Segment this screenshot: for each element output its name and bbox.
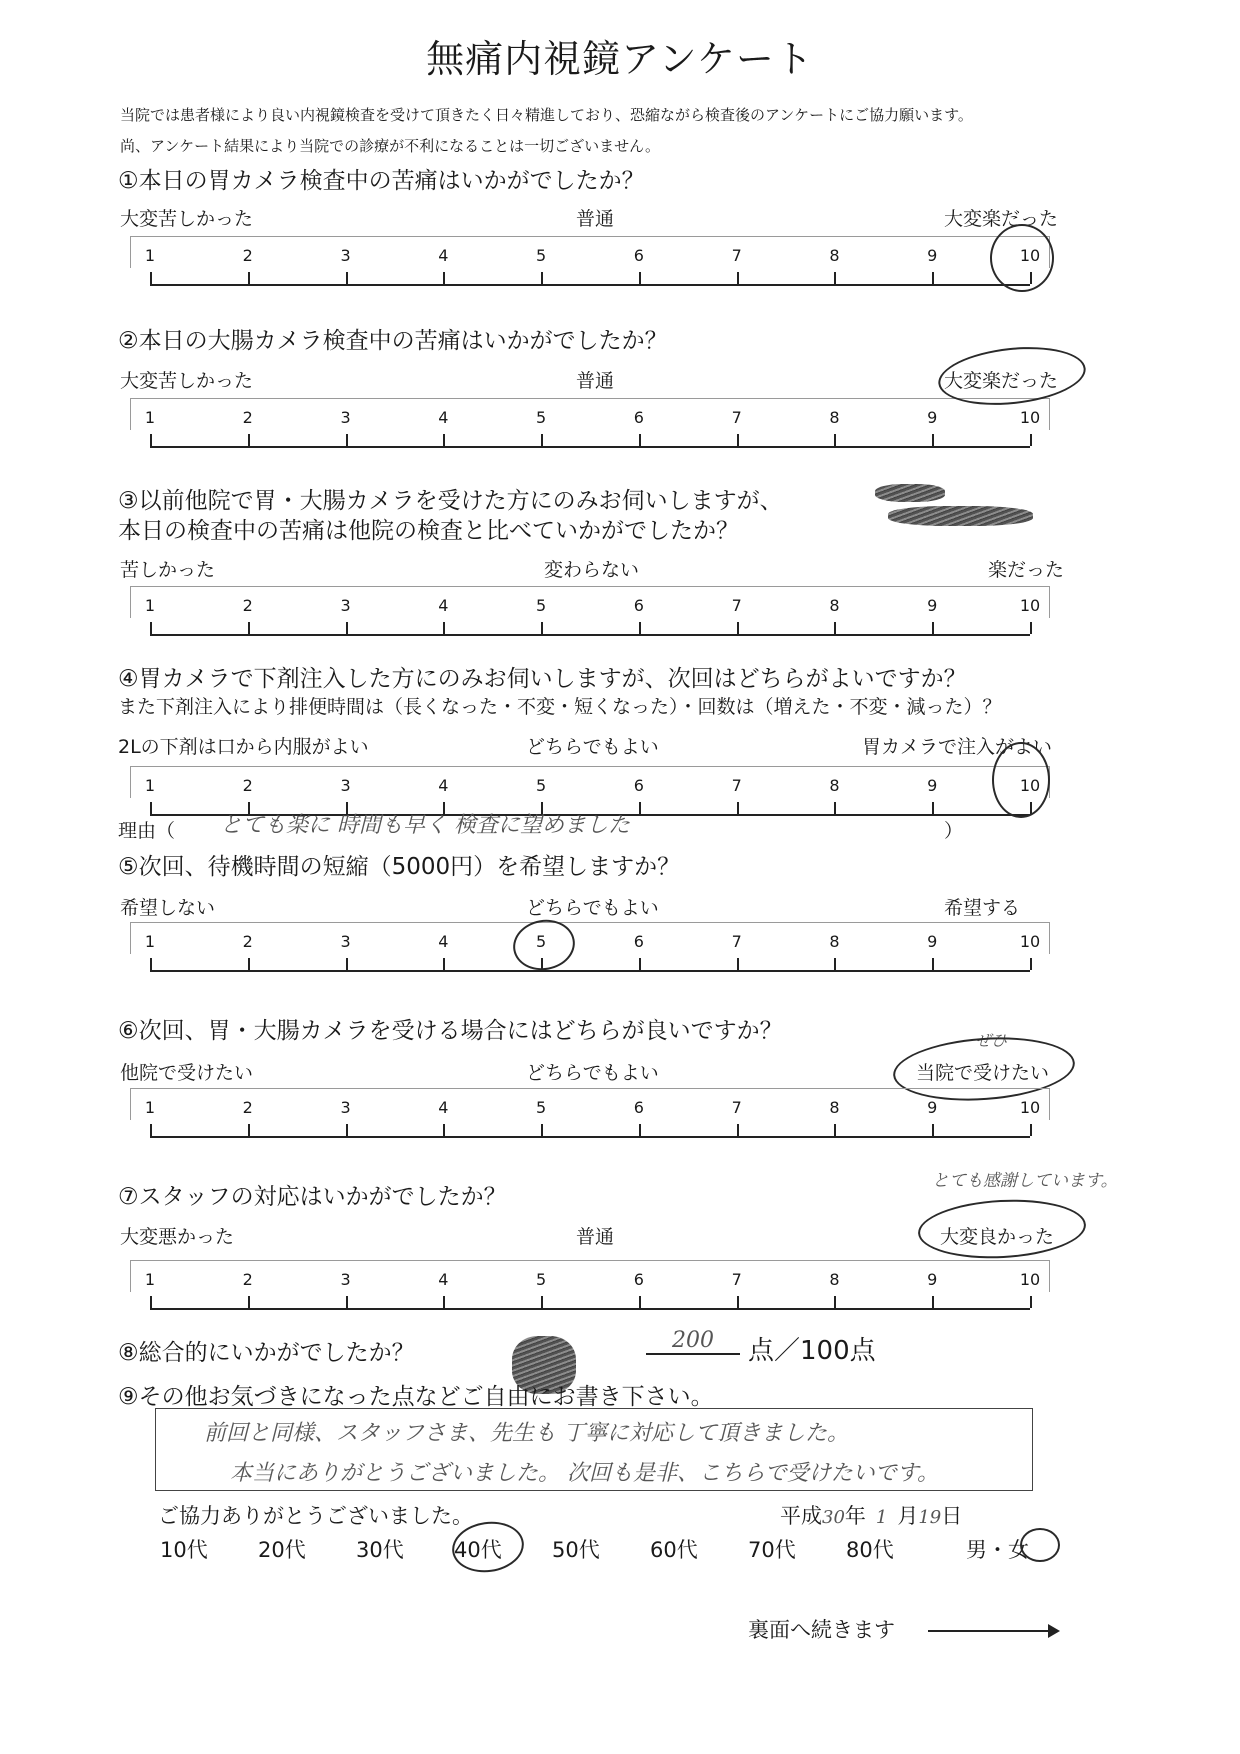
scale-tick xyxy=(443,622,445,634)
scale-number-7[interactable]: 7 xyxy=(731,1270,742,1289)
scale-tick xyxy=(639,1296,641,1308)
scale-number-1[interactable]: 1 xyxy=(144,596,156,615)
scale-tick xyxy=(737,1296,739,1308)
q8-question: ⑧総合的にいかがでしたか？ xyxy=(118,1340,415,1366)
q3-question-line-2: 本日の検査中の苦痛は他院の検査と比べていかがでしたか？ xyxy=(118,518,739,544)
q1-label-left: 大変苦しかった xyxy=(120,208,254,230)
scale-frame xyxy=(130,1260,1050,1292)
thanks-message: ご協力ありがとうございました。 xyxy=(158,1504,473,1528)
date-year: 30 xyxy=(822,1507,845,1528)
q4-reason-text[interactable]: とても楽に 時間も早く 検査に望めました xyxy=(220,813,630,838)
scale-number-7[interactable]: 7 xyxy=(731,932,742,951)
scale-tick xyxy=(248,958,250,970)
scale-number-1[interactable]: 1 xyxy=(144,776,156,795)
q4-label-right: 胃カメラで注入がよい xyxy=(862,736,1053,758)
q7-label-left: 大変悪かった xyxy=(120,1226,235,1248)
scale-number-4[interactable]: 4 xyxy=(438,408,449,427)
q2-scale[interactable] xyxy=(130,398,1050,450)
scale-frame xyxy=(130,398,1050,430)
q4-question-line-2: また下剤注入により排便時間は（長くなった・不変・短くなった）・回数は（増えた・不変・減った）？ xyxy=(118,696,1002,718)
arrow-head-icon xyxy=(1048,1624,1060,1638)
q1-label-right: 大変楽だった xyxy=(944,208,1059,230)
scale-number-10[interactable]: 10 xyxy=(1019,408,1041,427)
scribble-mark xyxy=(888,506,1033,526)
scale-number-6[interactable]: 6 xyxy=(633,1270,644,1289)
scale-tick xyxy=(932,1124,934,1136)
age-option-20代[interactable]: 20代 xyxy=(258,1538,306,1562)
scale-baseline xyxy=(150,1308,1030,1310)
scale-number-5[interactable]: 5 xyxy=(536,932,547,951)
scale-number-6[interactable]: 6 xyxy=(633,1098,644,1117)
scale-tick xyxy=(737,272,739,284)
age-option-40代[interactable]: 40代 xyxy=(454,1538,502,1562)
q7-question: ⑦スタッフの対応はいかがでしたか？ xyxy=(118,1184,507,1210)
scale-number-6[interactable]: 6 xyxy=(633,408,644,427)
scale-tick xyxy=(150,1296,152,1308)
scale-baseline xyxy=(150,446,1030,448)
scale-number-9[interactable]: 9 xyxy=(927,1098,938,1117)
q1-scale[interactable] xyxy=(130,236,1050,288)
scale-number-4[interactable]: 4 xyxy=(438,932,449,951)
scale-number-1[interactable]: 1 xyxy=(144,1270,156,1289)
scale-number-4[interactable]: 4 xyxy=(438,1270,449,1289)
scale-number-9[interactable]: 9 xyxy=(927,408,938,427)
q4-label-left: 2Lの下剤は口から内服がよい xyxy=(118,736,369,758)
scale-number-8[interactable]: 8 xyxy=(829,246,840,265)
scale-number-2[interactable]: 2 xyxy=(242,246,253,265)
q9-text-line-2: 本当にありがとうございました。 次回も是非、こちらで受けたいです。 xyxy=(230,1461,940,1486)
scale-tick xyxy=(834,958,836,970)
scale-number-8[interactable]: 8 xyxy=(829,1270,840,1289)
page-title: 無痛内視鏡アンケート xyxy=(426,37,814,81)
scale-tick xyxy=(737,434,739,446)
q4-label-middle: どちらでもよい xyxy=(526,736,659,758)
date-field[interactable] xyxy=(780,1500,962,1530)
scale-tick xyxy=(639,272,641,284)
scale-tick xyxy=(737,622,739,634)
q5-scale[interactable] xyxy=(130,922,1050,974)
scale-number-8[interactable]: 8 xyxy=(829,408,840,427)
scale-number-5[interactable]: 5 xyxy=(536,1270,547,1289)
scale-tick xyxy=(639,622,641,634)
scale-number-10[interactable]: 10 xyxy=(1019,596,1041,615)
date-era: 平成 xyxy=(780,1504,822,1528)
scale-tick xyxy=(1030,958,1032,970)
scale-tick xyxy=(443,434,445,446)
scale-tick xyxy=(443,1124,445,1136)
scale-number-5[interactable]: 5 xyxy=(536,246,547,265)
scale-number-4[interactable]: 4 xyxy=(438,1098,449,1117)
scale-number-2[interactable]: 2 xyxy=(242,408,253,427)
scale-number-5[interactable]: 5 xyxy=(536,1098,547,1117)
scale-number-1[interactable]: 1 xyxy=(144,246,156,265)
scale-number-9[interactable]: 9 xyxy=(927,776,938,795)
q5-label-left: 希望しない xyxy=(120,897,216,919)
scale-frame xyxy=(130,766,1050,798)
scale-number-5[interactable]: 5 xyxy=(536,408,547,427)
q3-label-middle: 変わらない xyxy=(544,559,640,581)
q3-label-left: 苦しかった xyxy=(120,559,216,581)
scale-tick xyxy=(346,958,348,970)
scale-number-10[interactable]: 10 xyxy=(1019,932,1041,951)
q2-label-left: 大変苦しかった xyxy=(120,370,254,392)
q5-label-right: 希望する xyxy=(944,897,1021,919)
date-day-unit: 日 xyxy=(941,1504,963,1528)
scale-number-7[interactable]: 7 xyxy=(731,408,742,427)
scale-tick xyxy=(346,272,348,284)
scale-tick xyxy=(932,802,934,814)
scale-tick xyxy=(737,1124,739,1136)
scale-tick xyxy=(932,958,934,970)
scale-frame xyxy=(130,1088,1050,1120)
scale-number-2[interactable]: 2 xyxy=(242,932,253,951)
scale-tick xyxy=(932,1296,934,1308)
scale-number-8[interactable]: 8 xyxy=(829,776,840,795)
scale-tick xyxy=(150,434,152,446)
scale-baseline xyxy=(150,1136,1030,1138)
q2-label-middle: 普通 xyxy=(576,370,615,392)
gender-separator: ・ xyxy=(987,1538,1008,1562)
q3-question-line-1: ③以前他院で胃・大腸カメラを受けた方にのみお伺いしますが、 xyxy=(118,488,783,514)
q4-question-line-1: ④胃カメラで下剤注入した方にのみお伺いしますが、次回はどちらがよいですか？ xyxy=(118,666,967,692)
scale-tick xyxy=(346,1296,348,1308)
scale-tick xyxy=(932,622,934,634)
arrow-right-icon xyxy=(928,1630,1050,1632)
gender-male[interactable]: 男 xyxy=(966,1538,987,1562)
scale-number-8[interactable]: 8 xyxy=(829,1098,840,1117)
q4-reason-close: ） xyxy=(944,820,964,842)
scale-tick xyxy=(1030,622,1032,634)
date-year-unit: 年 xyxy=(844,1504,866,1528)
scale-tick xyxy=(150,802,152,814)
scale-tick xyxy=(346,434,348,446)
q9-question: ⑨その他お気づきになった点などご自由にお書き下さい。 xyxy=(118,1384,714,1410)
scale-number-2[interactable]: 2 xyxy=(242,1270,253,1289)
date-month-unit: 月 xyxy=(897,1504,919,1528)
scale-number-6[interactable]: 6 xyxy=(633,776,644,795)
scale-tick xyxy=(248,434,250,446)
q6-label-middle: どちらでもよい xyxy=(526,1062,659,1084)
date-day: 19 xyxy=(918,1507,942,1528)
scale-tick xyxy=(1030,1124,1032,1136)
scale-number-10[interactable]: 10 xyxy=(1019,1270,1041,1289)
q8-score-suffix: 点／100点 xyxy=(748,1336,876,1366)
scale-number-4[interactable]: 4 xyxy=(438,246,449,265)
scale-tick xyxy=(248,622,250,634)
q7-note: とても感謝しています。 xyxy=(932,1171,1118,1191)
q6-label-left: 他院で受けたい xyxy=(120,1062,254,1084)
scale-frame xyxy=(130,586,1050,618)
scale-tick xyxy=(541,1296,543,1308)
q7-label-right: 大変良かった xyxy=(940,1226,1055,1248)
q1-label-middle: 普通 xyxy=(576,208,615,230)
age-option-60代[interactable]: 60代 xyxy=(650,1538,698,1562)
scale-number-8[interactable]: 8 xyxy=(829,596,840,615)
q6-label-right: 当院で受けたい xyxy=(916,1062,1050,1084)
scale-tick xyxy=(150,958,152,970)
scale-number-3[interactable]: 3 xyxy=(340,776,351,795)
scale-number-4[interactable]: 4 xyxy=(438,596,449,615)
q4-reason-label: 理由（ xyxy=(118,820,176,842)
scale-tick xyxy=(639,434,641,446)
scale-tick xyxy=(932,434,934,446)
scale-tick xyxy=(541,272,543,284)
scale-number-5[interactable]: 5 xyxy=(536,596,547,615)
scale-tick xyxy=(443,958,445,970)
scale-number-6[interactable]: 6 xyxy=(633,246,644,265)
scale-number-1[interactable]: 1 xyxy=(144,932,156,951)
scale-tick xyxy=(541,1124,543,1136)
scale-number-7[interactable]: 7 xyxy=(731,246,742,265)
scale-frame xyxy=(130,236,1050,268)
scale-number-9[interactable]: 9 xyxy=(927,932,938,951)
scale-tick xyxy=(1030,1296,1032,1308)
scale-number-10[interactable]: 10 xyxy=(1019,246,1041,265)
scale-tick xyxy=(443,272,445,284)
scale-number-5[interactable]: 5 xyxy=(536,776,547,795)
gender-selected-circle xyxy=(1020,1528,1060,1562)
age-option-50代[interactable]: 50代 xyxy=(552,1538,600,1562)
scale-tick xyxy=(248,1124,250,1136)
scale-number-9[interactable]: 9 xyxy=(927,246,938,265)
scale-number-7[interactable]: 7 xyxy=(731,776,742,795)
q5-label-middle: どちらでもよい xyxy=(526,897,659,919)
gender-options xyxy=(966,1534,1029,1564)
q3-scale[interactable] xyxy=(130,586,1050,638)
scale-number-7[interactable]: 7 xyxy=(731,1098,742,1117)
scale-frame xyxy=(130,922,1050,954)
scale-tick xyxy=(248,1296,250,1308)
date-month: 1 xyxy=(875,1507,888,1528)
intro-line-1: 当院では患者様により良い内視鏡検査を受けて頂きたく日々精進しており、恐縮ながら検査後のアンケートにご協力願います。 xyxy=(120,106,973,124)
scale-number-9[interactable]: 9 xyxy=(927,596,938,615)
q6-scale[interactable] xyxy=(130,1088,1050,1140)
scale-tick xyxy=(834,434,836,446)
scale-tick xyxy=(639,802,641,814)
scale-number-6[interactable]: 6 xyxy=(633,932,644,951)
age-option-80代[interactable]: 80代 xyxy=(846,1538,894,1562)
scale-number-6[interactable]: 6 xyxy=(633,596,644,615)
scale-number-2[interactable]: 2 xyxy=(242,1098,253,1117)
q5-question: ⑤次回、待機時間の短縮（5000円）を希望しますか？ xyxy=(118,854,681,880)
scale-tick xyxy=(443,1296,445,1308)
q1-question: ①本日の胃カメラ検査中の苦痛はいかがでしたか？ xyxy=(118,168,645,194)
scale-number-2[interactable]: 2 xyxy=(242,776,253,795)
scale-tick xyxy=(150,1124,152,1136)
scale-number-8[interactable]: 8 xyxy=(829,932,840,951)
scale-tick xyxy=(737,958,739,970)
gender-female[interactable]: 女 xyxy=(1008,1538,1029,1562)
scale-tick xyxy=(834,272,836,284)
scale-number-10[interactable]: 10 xyxy=(1019,776,1041,795)
scale-tick xyxy=(834,802,836,814)
scale-number-3[interactable]: 3 xyxy=(340,596,351,615)
scale-tick xyxy=(1030,434,1032,446)
scale-tick xyxy=(150,622,152,634)
q6-note: ぜひ xyxy=(975,1031,1008,1050)
scale-tick xyxy=(639,1124,641,1136)
q2-label-right: 大変楽だった xyxy=(944,370,1059,392)
q7-scale[interactable] xyxy=(130,1260,1050,1312)
scale-tick xyxy=(834,1124,836,1136)
scribble-mark xyxy=(875,484,945,502)
scale-tick xyxy=(346,1124,348,1136)
q7-answer-circle xyxy=(917,1196,1088,1263)
scale-tick xyxy=(639,958,641,970)
q6-question: ⑥次回、胃・大腸カメラを受ける場合にはどちらが良いですか？ xyxy=(118,1018,783,1044)
continue-note: 裏面へ続きます xyxy=(748,1618,895,1642)
scale-number-4[interactable]: 4 xyxy=(438,776,449,795)
q9-text-line-1: 前回と同様、スタッフさま、先生も 丁寧に対応して頂きました。 xyxy=(204,1421,849,1446)
q7-label-middle: 普通 xyxy=(576,1226,615,1248)
scale-baseline xyxy=(150,970,1030,972)
scale-number-7[interactable]: 7 xyxy=(731,596,742,615)
scale-tick xyxy=(248,272,250,284)
q1-answer-circle xyxy=(990,224,1054,292)
q2-question: ②本日の大腸カメラ検査中の苦痛はいかがでしたか？ xyxy=(118,328,668,354)
q3-label-right: 楽だった xyxy=(988,559,1065,581)
scale-number-1[interactable]: 1 xyxy=(144,408,156,427)
scale-baseline xyxy=(150,634,1030,636)
intro-line-2: 尚、アンケート結果により当院での診療が不利になることは一切ございません。 xyxy=(120,137,661,155)
scale-number-2[interactable]: 2 xyxy=(242,596,253,615)
scale-tick xyxy=(932,272,934,284)
age-option-70代[interactable]: 70代 xyxy=(748,1538,796,1562)
scale-tick xyxy=(541,434,543,446)
scale-number-3[interactable]: 3 xyxy=(340,932,351,951)
q4-answer-circle xyxy=(992,742,1050,818)
scale-tick xyxy=(541,622,543,634)
scale-tick xyxy=(150,272,152,284)
scale-number-3[interactable]: 3 xyxy=(340,408,351,427)
scale-number-10[interactable]: 10 xyxy=(1019,1098,1041,1117)
age-option-30代[interactable]: 30代 xyxy=(356,1538,404,1562)
q8-score-input[interactable]: 200 xyxy=(646,1328,740,1355)
scale-tick xyxy=(346,622,348,634)
scale-number-3[interactable]: 3 xyxy=(340,1098,351,1117)
scale-tick xyxy=(737,802,739,814)
scale-number-3[interactable]: 3 xyxy=(340,1270,351,1289)
scale-number-9[interactable]: 9 xyxy=(927,1270,938,1289)
scale-tick xyxy=(834,1296,836,1308)
scale-baseline xyxy=(150,284,1030,286)
scale-number-1[interactable]: 1 xyxy=(144,1098,156,1117)
age-option-10代[interactable]: 10代 xyxy=(160,1538,208,1562)
scale-number-3[interactable]: 3 xyxy=(340,246,351,265)
scale-tick xyxy=(834,622,836,634)
